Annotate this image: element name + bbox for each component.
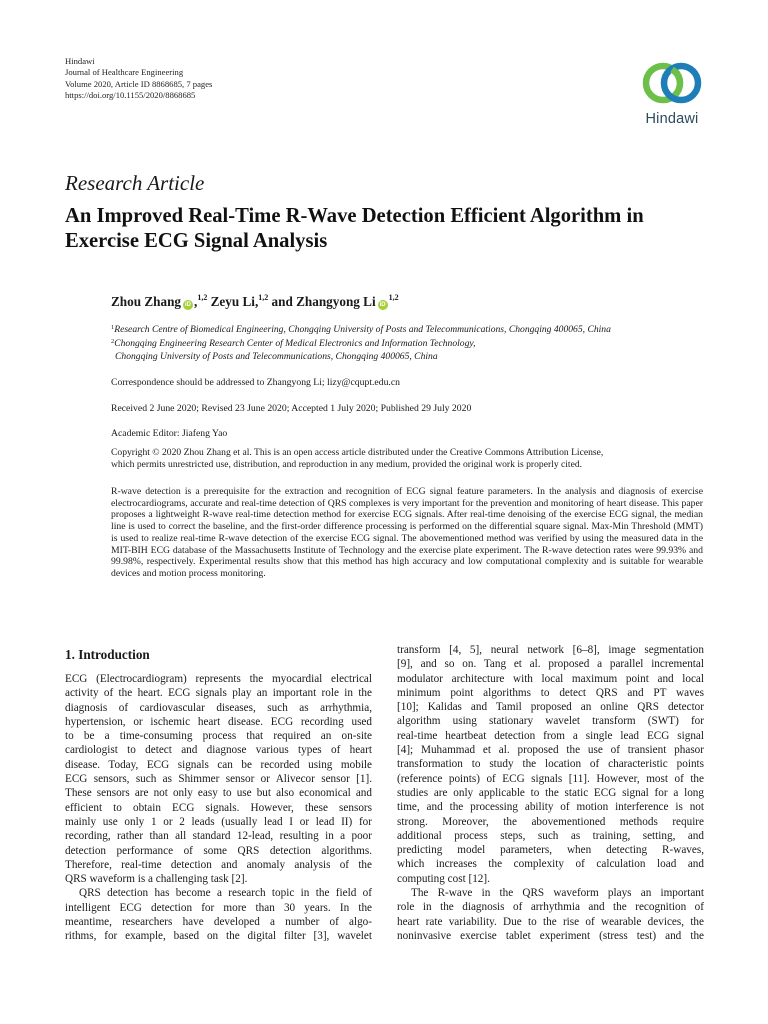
article-type: Research Article — [65, 171, 205, 195]
text-line: which increases the complexity of calculation load and — [397, 858, 704, 871]
correspondence: Correspondence should be addressed to Zhangyong Li; lizy@cqupt.edu.cn — [111, 377, 400, 388]
author-affil-sup: 1,2 — [258, 293, 269, 302]
text-line: modulator architecture with local maximum point and local — [397, 672, 704, 685]
body-column-left — [65, 672, 372, 944]
publisher-name: Hindawi — [65, 56, 95, 66]
body-column-right — [397, 643, 704, 943]
hindawi-logo-icon — [639, 60, 705, 106]
author-name: Zeyu Li, — [210, 294, 259, 309]
affiliation-line — [111, 336, 611, 350]
text-line: heart rate variability. Due to the rise of wearable devices, the — [397, 915, 704, 928]
body-paragraph — [397, 886, 704, 943]
logo-wordmark: Hindawi — [645, 111, 699, 127]
affiliation-line — [111, 322, 611, 336]
journal-metadata — [65, 56, 212, 101]
text-line: (reference points) of ECG signals [11]. However, most of the — [397, 772, 704, 785]
author-affil-sup: 1,2 — [197, 293, 208, 302]
text-line: Therefore, real-time detection and anomaly analysis of the — [65, 858, 372, 871]
title-line: Exercise ECG Signal Analysis — [65, 230, 328, 252]
journal-name: Journal of Healthcare Engineering — [65, 67, 184, 78]
body-paragraph — [397, 643, 704, 886]
doi-link[interactable]: https://doi.org/10.1155/2020/8868685 — [65, 89, 196, 100]
text-line: [10]; Kalidas and Tamil proposed an online QRS detector — [397, 701, 704, 714]
text-line: QRS detection has become a research topic in the field of — [79, 887, 372, 900]
text-line: to be a time-consuming process that required an on-site — [65, 730, 372, 743]
text-line: studies are only applicable to the static ECG signal for a long — [397, 786, 704, 799]
affiliation-line — [111, 351, 611, 363]
text-line: meantime, researchers have developed a number of algo- — [65, 916, 372, 929]
text-line: noninvasive exercise tablet experiment (stress test) and the — [397, 929, 704, 942]
affiliation-text: Chongqing Engineering Research Center of Medical Electronics and Information Technology, — [114, 338, 476, 350]
abstract — [111, 486, 703, 580]
hindawi-logo — [630, 60, 714, 140]
text-line: hypertension, or ischemic heart disease. ECG recording used — [65, 715, 372, 728]
body-paragraph — [65, 886, 372, 943]
text-line: diagnosis of cardiovascular diseases, such as arrhythmia, — [65, 701, 372, 714]
text-line: These sensors are not only easy to use but also economical and — [65, 787, 372, 800]
author-name: Zhou Zhang — [111, 294, 182, 309]
text-line: disease. Today, ECG signals can be recorded using mobile — [65, 758, 372, 771]
text-line: role in the diagnosis of arrhythmia and the recognition of — [397, 901, 704, 914]
affiliation-text: Research Centre of Biomedical Engineering, Chongqing University of Posts and Telecommunications, Chongqing 400065, China — [114, 324, 611, 335]
affiliation-sup: 2 — [111, 338, 115, 346]
text-line: algorithm using stationary wavelet transform (SWT) for — [397, 715, 704, 728]
text-line: recording, rather than all standard 12-lead, resulting in a poor — [65, 830, 372, 843]
copyright-notice — [111, 447, 603, 472]
author-affil-sup: 1,2 — [388, 293, 399, 302]
abstract-text: R-wave detection is a prerequisite for the extraction and recognition of ECG signal feature parameters. In the analysis and diagnosis of exercise electrocardiograms, accurate and real-time detection of QRS complexes is very important for the prevention and monitoring of heart disease. This paper proposes a lightweight R-wave real-time detection method for exercise ECG signals. After real-time denoising of the exercise ECG signal, the median line is used to correct the baseline, and the first-order difference processing is performed on the differential square signal. Max-Min Threshold (MMT) is used to realize real-time R-wave detection of the exercise ECG signal. The abovementioned method was verified by using the measured data in the MIT-BIH ECG database of the Massachusetts Institute of Technology and the exercise plate experiment. The R-wave detection rates were 99.93% and 99.98%, respectively. Experimental results show that this method has high accuracy and low computational complexity and is suitable for wearable devices and motion process monitoring. — [111, 486, 703, 579]
affiliations — [111, 322, 611, 363]
body-paragraph — [65, 672, 372, 886]
section-heading: 1. Introduction — [65, 647, 150, 662]
affiliation-sup: 1 — [111, 324, 115, 331]
author-name: and Zhangyong Li — [271, 294, 376, 309]
text-line: transform [4, 5], neural network [6–8], image segmentation — [397, 644, 704, 656]
text-line: detection performance of some QRS detection algorithms. — [65, 844, 372, 857]
title-line: An Improved Real-Time R-Wave Detection Efficient Algorithm in — [65, 205, 644, 227]
text-line: strong. Moreover, the abovementioned methods require — [397, 815, 704, 828]
text-line: rithms, for example, based on the digital filter [3], wavelet — [65, 930, 372, 943]
copyright-line: Copyright © 2020 Zhou Zhang et al. This is an open access article distributed under the Creative Commons Attribution License, — [111, 447, 604, 458]
text-line: ECG (Electrocardiogram) represents the myocardial electrical — [65, 673, 372, 685]
text-line: activity of the heart. ECG signals play an important role in the — [65, 687, 372, 700]
text-line: [9], and so on. Tang et al. proposed a parallel incremental — [397, 658, 704, 671]
text-line: minimum point algorithms to detect QRS and PT waves — [397, 686, 704, 699]
text-line: computing cost [12]. — [397, 872, 490, 885]
text-line: real-time heartbeat detection from a single lead ECG signal — [397, 729, 704, 742]
orcid-icon[interactable]: iD — [379, 302, 386, 308]
paper-title — [65, 204, 715, 254]
text-line: QRS waveform is a challenging task [2]. — [65, 873, 248, 886]
text-line: [4]; Muhammad et al. proposed the use of transient phasor — [397, 744, 704, 757]
text-line: transformation to study the location of characteristic points — [397, 758, 704, 771]
text-line: mainly use only 1 or 2 leads (usually lead I or lead II) for — [65, 815, 372, 828]
text-line: efficient to obtain ECG signals. However, these sensors — [65, 801, 372, 814]
text-line: ECG sensors, such as Shimmer sensor or Alivecor sensor [1]. — [65, 773, 372, 786]
text-line: time, and the processing ability of motion interference is not — [397, 801, 704, 814]
text-line: additional process steps, such as training, setting, and — [397, 829, 704, 842]
affiliation-text: Chongqing University of Posts and Telecommunications, Chongqing 400065, China — [115, 350, 438, 362]
academic-editor: Academic Editor: Jiafeng Yao — [111, 428, 228, 439]
publication-dates: Received 2 June 2020; Revised 23 June 2020; Accepted 1 July 2020; Published 29 July 2020 — [111, 403, 472, 414]
text-line: cardiologist to detect and diagnose various types of heart — [65, 744, 372, 757]
volume-info: Volume 2020, Article ID 8868685, 7 pages — [65, 78, 213, 89]
text-line: predicting model parameters, when detecting R-waves, — [397, 844, 704, 857]
text-line: intelligent ECG detection for more than 30 years. In the — [65, 901, 372, 914]
text-line: The R-wave in the QRS waveform plays an important — [411, 887, 704, 900]
author-list: Zhou Zhang iD ,$^{1,2}$ Zeyu Li,$^{1,2}$ and Zhangyong Li iD$^{1,2}$ — [111, 293, 399, 309]
orcid-icon[interactable]: iD — [185, 302, 192, 308]
copyright-line: which permits unrestricted use, distribution, and reproduction in any medium, provided the original work is properly cited. — [111, 459, 583, 471]
